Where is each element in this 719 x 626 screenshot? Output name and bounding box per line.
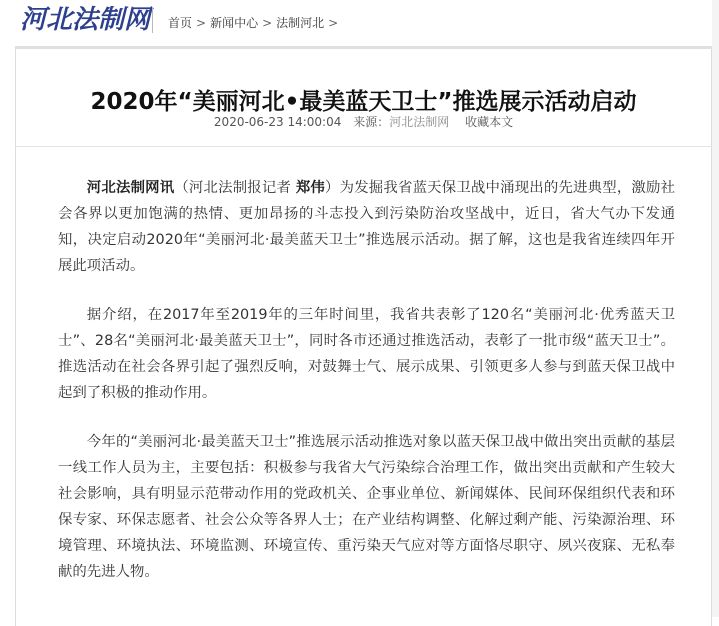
article-body: [58, 175, 675, 608]
article-meta: [15, 114, 712, 130]
header-divider: [152, 7, 153, 33]
site-header: [0, 0, 719, 46]
reporter-suffix: ）: [325, 180, 340, 196]
article-title: 2020年“美丽河北•最美蓝天卫士”推选展示活动启动: [90, 89, 637, 116]
source-link[interactable]: 河北法制网: [389, 115, 450, 129]
breadcrumb-separator: >: [328, 16, 339, 30]
lead-byline: 河北法制网讯: [86, 180, 175, 196]
reporter-prefix: （河北法制报记者: [174, 180, 296, 196]
site-logo[interactable]: 河北法制网: [20, 5, 151, 35]
meta-divider: [15, 146, 712, 147]
article-paragraph-3: 今年的“美丽河北·最美蓝天卫士”推选展示活动推选对象以蓝天保卫战中做出突出贡献的基层一线工作人员为主，主要包括：积极参与我省大气污染综合治理工作，做出突出贡献和产生较大社会影响，具有明显示范带动作用的党政机关、企事业单位、新闻媒体、民间环保组织代表和环保专家、环保志愿者、社会公众等各界人士；在产业结构调整、化解过剩产能、污染源治理、环境管理、环境执法、环境监测、环境宣传、重污染天气应对等方面恪尽职守、夙兴夜寐、无私奉献的先进人物。: [58, 434, 675, 580]
paragraph-1-text: 为发掘我省蓝天保卫战中涌现出的先进典型，激励社会各界以更加饱满的热情、更加昂扬的斗志投入到污染防治攻坚战中，近日，省大气办下发通知，决定启动2020年“美丽河北·最美蓝天卫士”推选展示活动。据了解，这也是我省连续四年开展此项活动。: [58, 180, 675, 274]
container-top-rule: [15, 46, 712, 49]
article-paragraph-1: [58, 175, 675, 279]
breadcrumb-legal-hebei-link[interactable]: 法制河北: [276, 16, 325, 30]
article-paragraph-2: 据介绍，在2017年至2019年的三年时间里，我省共表彰了120名“美丽河北·优秀蓝天卫士”、28名“美丽河北·最美蓝天卫士”，同时各市还通过推选活动，表彰了一批市级“蓝天卫士”。推选活动在社会各界引起了强烈反响，对鼓舞士气、展示成果、引领更多人参与到蓝天保卫战中起到了积极的推动作用。: [58, 307, 675, 401]
breadcrumb-separator: >: [196, 16, 207, 30]
favorite-link[interactable]: 收藏本文: [465, 115, 514, 129]
source-label: 来源：: [353, 115, 390, 129]
breadcrumb-separator: >: [262, 16, 273, 30]
reporter-name: 郑伟: [295, 180, 326, 196]
vertical-scrollbar[interactable]: [712, 0, 719, 617]
publish-datetime: 2020-06-23 14:00:04: [213, 115, 342, 129]
breadcrumb-home-link[interactable]: 首页: [168, 16, 193, 30]
breadcrumb: [168, 15, 342, 31]
breadcrumb-news-center-link[interactable]: 新闻中心: [210, 16, 259, 30]
